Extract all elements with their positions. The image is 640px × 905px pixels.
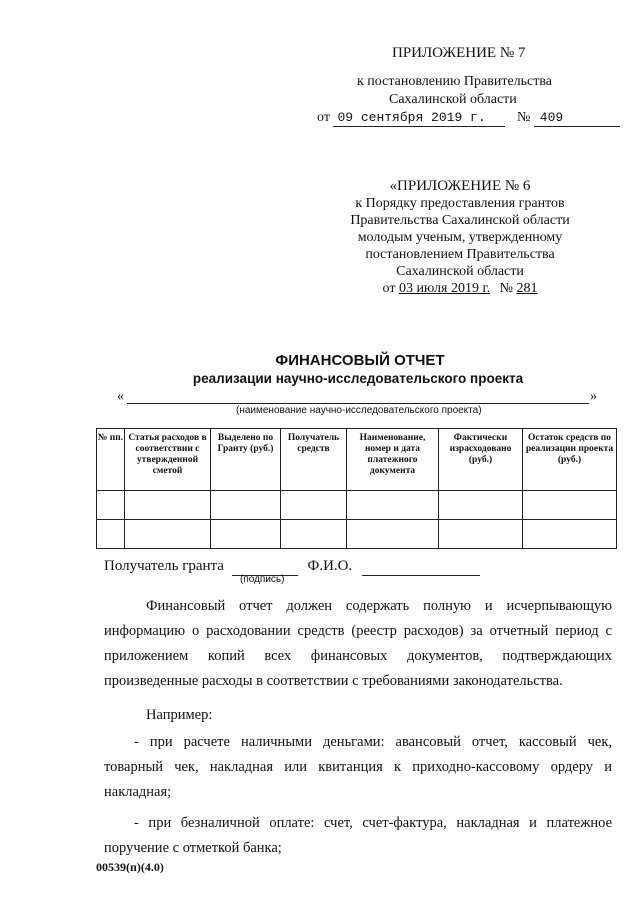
appendix7-line2: Сахалинской области bbox=[389, 92, 517, 107]
col-header: Выделено по Гранту (руб.) bbox=[211, 429, 281, 491]
col-header: Получатель средств bbox=[281, 429, 347, 491]
date-prefix: от bbox=[317, 110, 330, 125]
fio-line[interactable] bbox=[362, 558, 480, 576]
project-name-line bbox=[127, 403, 589, 404]
table-cell[interactable] bbox=[439, 491, 523, 520]
project-name-caption: (наименование научно-исследовательского проекта) bbox=[236, 405, 482, 416]
col-header: № пп. bbox=[97, 429, 125, 491]
appendix6-number: 281 bbox=[516, 281, 538, 296]
signature-row bbox=[104, 558, 480, 576]
table-cell[interactable] bbox=[211, 520, 281, 549]
col-header: Остаток средств по реализации проекта (руб.) bbox=[523, 429, 617, 491]
appendix6-line: постановлением Правительства bbox=[365, 247, 555, 262]
report-table bbox=[96, 428, 617, 549]
table-header-row bbox=[97, 429, 617, 491]
table-row bbox=[97, 491, 617, 520]
table-cell[interactable] bbox=[439, 520, 523, 549]
example-label: Например: bbox=[146, 707, 213, 723]
list-item-noncash: - при безналичной оплате: счет, счет-фактура, накладная и платежное поручение с отметкой банка; bbox=[104, 815, 612, 856]
appendix6-block bbox=[320, 178, 600, 297]
table-row bbox=[97, 520, 617, 549]
table-cell[interactable] bbox=[125, 520, 211, 549]
appendix6-line: Правительства Сахалинской области bbox=[350, 213, 570, 228]
appendix7-title: ПРИЛОЖЕНИЕ № 7 bbox=[392, 45, 526, 61]
footer-code: 00539(п)(4.0) bbox=[96, 860, 164, 874]
date-prefix: от bbox=[382, 281, 396, 296]
paragraph-main: Финансовый отчет должен содержать полную и исчерпывающую информацию о расходовании средств (реестр расходов) за отчетный период с приложением копий всех финансовых документов, подтверждающих произведенные расходы в соответствии с требованиями законодательства. bbox=[104, 598, 612, 689]
table-cell[interactable] bbox=[97, 520, 125, 549]
appendix6-title: «ПРИЛОЖЕНИЕ № 6 bbox=[389, 178, 531, 194]
appendix6-line: молодым ученым, утвержденному bbox=[357, 230, 563, 245]
table-cell[interactable] bbox=[281, 491, 347, 520]
appendix7-date-row bbox=[317, 109, 620, 127]
appendix6-date: 03 июля 2019 г. bbox=[398, 281, 491, 296]
appendix6-line: к Порядку предоставления грантов bbox=[355, 196, 565, 211]
table-cell[interactable] bbox=[523, 491, 617, 520]
col-header: Фактически израсходовано (руб.) bbox=[439, 429, 523, 491]
table-cell[interactable] bbox=[97, 491, 125, 520]
fio-label: Ф.И.О. bbox=[307, 558, 353, 574]
report-title: ФИНАНСОВЫЙ ОТЧЕТ bbox=[275, 352, 445, 369]
table-cell[interactable] bbox=[125, 491, 211, 520]
num-label: № bbox=[516, 110, 531, 125]
quote-open: « bbox=[117, 389, 124, 404]
recipient-label: Получатель гранта bbox=[104, 558, 224, 574]
appendix6-line: Сахалинской области bbox=[396, 264, 524, 279]
table-cell[interactable] bbox=[347, 520, 439, 549]
appendix7-number: 409 bbox=[534, 109, 620, 127]
appendix6-date-row bbox=[320, 280, 600, 297]
table-cell[interactable] bbox=[523, 520, 617, 549]
list-item-cash: - при расчете наличными деньгами: авансовый отчет, кассовый чек, товарный чек, накладная или квитанция к приходно-кассовому ордеру и накладная; bbox=[104, 734, 612, 800]
table-cell[interactable] bbox=[211, 491, 281, 520]
table-cell[interactable] bbox=[347, 491, 439, 520]
signature-caption: (подпись) bbox=[240, 574, 285, 585]
quote-close: » bbox=[590, 389, 597, 404]
appendix7-line1: к постановлению Правительства bbox=[357, 74, 553, 89]
col-header: Статья расходов в соответствии с утвержденной сметой bbox=[125, 429, 211, 491]
col-header: Наименование, номер и дата платежного документа bbox=[347, 429, 439, 491]
appendix7-date: 09 сентября 2019 г. bbox=[333, 109, 505, 127]
table-cell[interactable] bbox=[281, 520, 347, 549]
num-label: № bbox=[499, 281, 513, 296]
report-subtitle: реализации научно-исследовательского проекта bbox=[192, 371, 524, 386]
